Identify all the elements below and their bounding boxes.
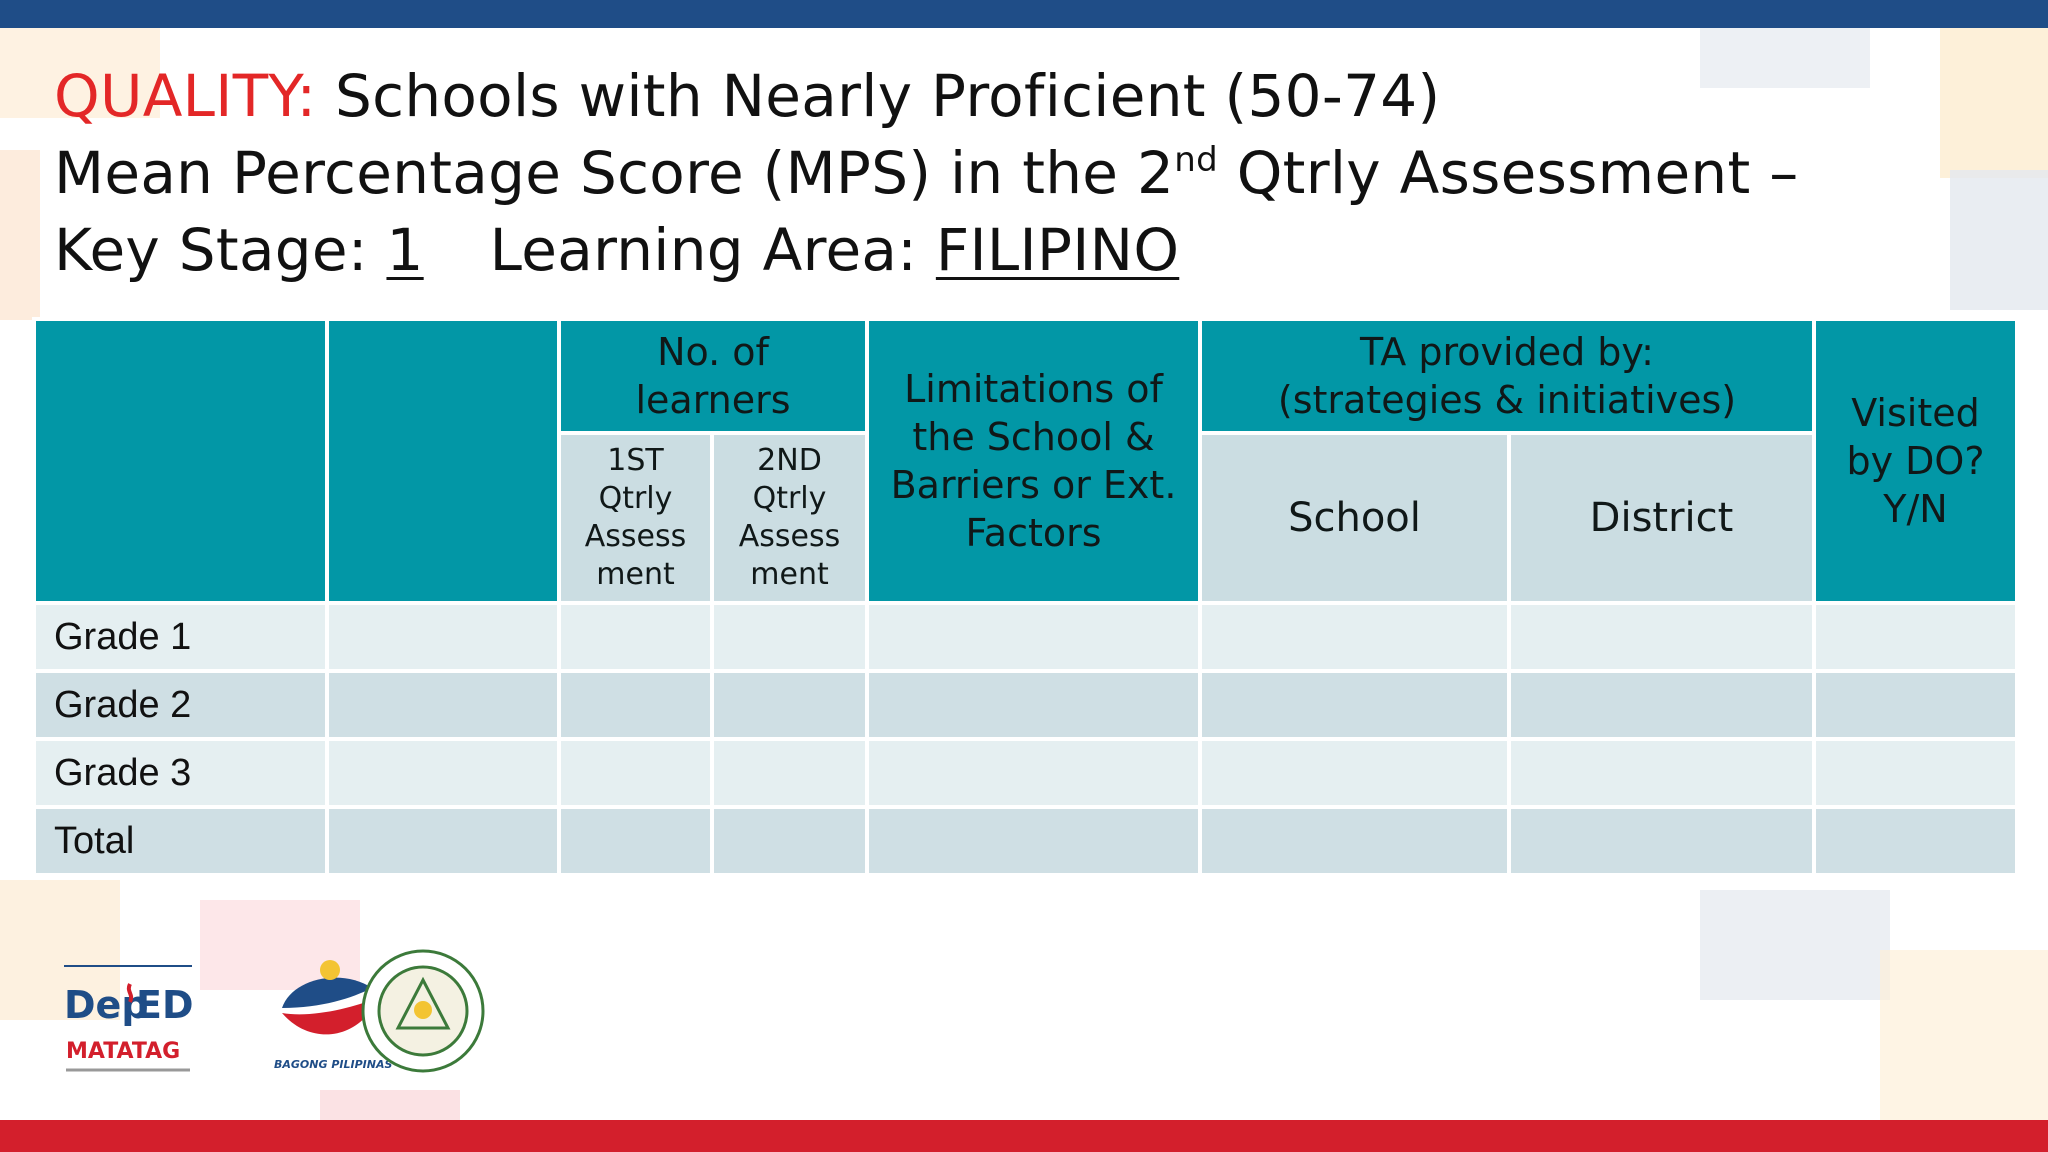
header-limitations-line: Barriers or Ext.	[890, 463, 1177, 507]
svg-text:Dep: Dep	[64, 983, 149, 1027]
header-visited-line: Y/N	[1883, 487, 1948, 531]
title-line-1	[54, 58, 2014, 135]
mps-table	[32, 317, 2019, 877]
table-cell[interactable]	[1814, 807, 2017, 875]
table-row	[34, 603, 2017, 671]
table-cell[interactable]	[712, 671, 867, 739]
row-label: Grade 2	[34, 671, 327, 739]
header-1st-line: Assess	[584, 519, 687, 554]
table-cell[interactable]	[327, 739, 559, 807]
header-district: District	[1509, 433, 1814, 603]
header-ta-line-2: (strategies & initiatives)	[1277, 378, 1737, 422]
header-no-of-learners	[559, 319, 867, 433]
bottom-banner-bar	[0, 1120, 2048, 1152]
header-2nd-line: Qtrly	[752, 481, 827, 516]
header-ta-line-1: TA provided by:	[1360, 330, 1654, 374]
header-1st-qtrly	[559, 433, 712, 603]
key-stage-value: 1	[386, 216, 424, 284]
header-limitations-line: Factors	[965, 511, 1102, 555]
header-1st-line: ment	[596, 557, 675, 592]
table-cell[interactable]	[559, 739, 712, 807]
table-row	[34, 671, 2017, 739]
table-cell[interactable]	[1814, 603, 2017, 671]
table-cell[interactable]	[1200, 603, 1509, 671]
quality-label: QUALITY:	[54, 62, 317, 130]
row-label: Grade 3	[34, 739, 327, 807]
table-cell[interactable]	[1200, 671, 1509, 739]
table-cell[interactable]	[559, 671, 712, 739]
table-cell[interactable]	[327, 807, 559, 875]
table-cell[interactable]	[1814, 671, 2017, 739]
title-line-1-text: Schools with Nearly Proficient (50-74)	[316, 62, 1441, 130]
table-cell[interactable]	[867, 671, 1200, 739]
title-line-2	[54, 135, 2014, 212]
header-visited-by-do	[1814, 319, 2017, 603]
table-cell[interactable]	[327, 603, 559, 671]
header-1st-line: 1ST	[607, 443, 664, 478]
header-limitations-line: Limitations of	[904, 367, 1163, 411]
header-limitations	[867, 319, 1200, 603]
title-line-2-text-a: Mean Percentage Score (MPS) in the 2	[54, 139, 1175, 207]
svg-text:ED: ED	[136, 983, 194, 1027]
key-stage-label: Key Stage:	[54, 216, 387, 284]
deped-matatag-logo	[60, 958, 200, 1078]
top-banner-bar	[0, 0, 2048, 28]
header-1st-line: Qtrly	[598, 481, 673, 516]
header-limitations-line: the School &	[912, 415, 1155, 459]
header-ta-provided	[1200, 319, 1814, 433]
svg-text:BAGONG PILIPINAS: BAGONG PILIPINAS	[274, 1058, 393, 1071]
table-cell[interactable]	[327, 671, 559, 739]
table-cell[interactable]	[1509, 603, 1814, 671]
header-2nd-line: Assess	[738, 519, 841, 554]
ordinal-superscript: nd	[1174, 140, 1218, 180]
table-row	[34, 807, 2017, 875]
table-cell[interactable]	[559, 603, 712, 671]
header-2nd-line: 2ND	[757, 443, 822, 478]
table-row	[34, 739, 2017, 807]
table-cell[interactable]	[867, 739, 1200, 807]
table-cell[interactable]	[712, 739, 867, 807]
table-cell[interactable]	[867, 807, 1200, 875]
table-cell[interactable]	[867, 603, 1200, 671]
header-visited-line: Visited	[1851, 391, 1980, 435]
header-learners-line-1: No. of	[657, 330, 769, 374]
header-2nd-line: ment	[750, 557, 829, 592]
slide-title	[54, 58, 2014, 289]
header-blank-1	[34, 319, 327, 603]
learning-area-value: FILIPINO	[935, 216, 1180, 284]
title-line-2-text-b: Qtrly Assessment –	[1217, 139, 1799, 207]
svg-text:MATATAG: MATATAG	[66, 1039, 181, 1064]
table-cell[interactable]	[1814, 739, 2017, 807]
header-2nd-qtrly	[712, 433, 867, 603]
header-learners-line-2: learners	[635, 378, 791, 422]
table-cell[interactable]	[1509, 739, 1814, 807]
table-cell[interactable]	[1200, 739, 1509, 807]
schools-division-seal	[360, 948, 486, 1074]
header-blank-2	[327, 319, 559, 603]
row-label: Grade 1	[34, 603, 327, 671]
table-cell[interactable]	[1509, 807, 1814, 875]
table-cell[interactable]	[712, 807, 867, 875]
table-cell[interactable]	[559, 807, 712, 875]
header-school: School	[1200, 433, 1509, 603]
learning-area-label: Learning Area:	[489, 216, 936, 284]
title-line-3	[54, 212, 2014, 289]
row-label: Total	[34, 807, 327, 875]
table-cell[interactable]	[1200, 807, 1509, 875]
header-visited-line: by DO?	[1846, 439, 1985, 483]
table-cell[interactable]	[712, 603, 867, 671]
table-cell[interactable]	[1509, 671, 1814, 739]
